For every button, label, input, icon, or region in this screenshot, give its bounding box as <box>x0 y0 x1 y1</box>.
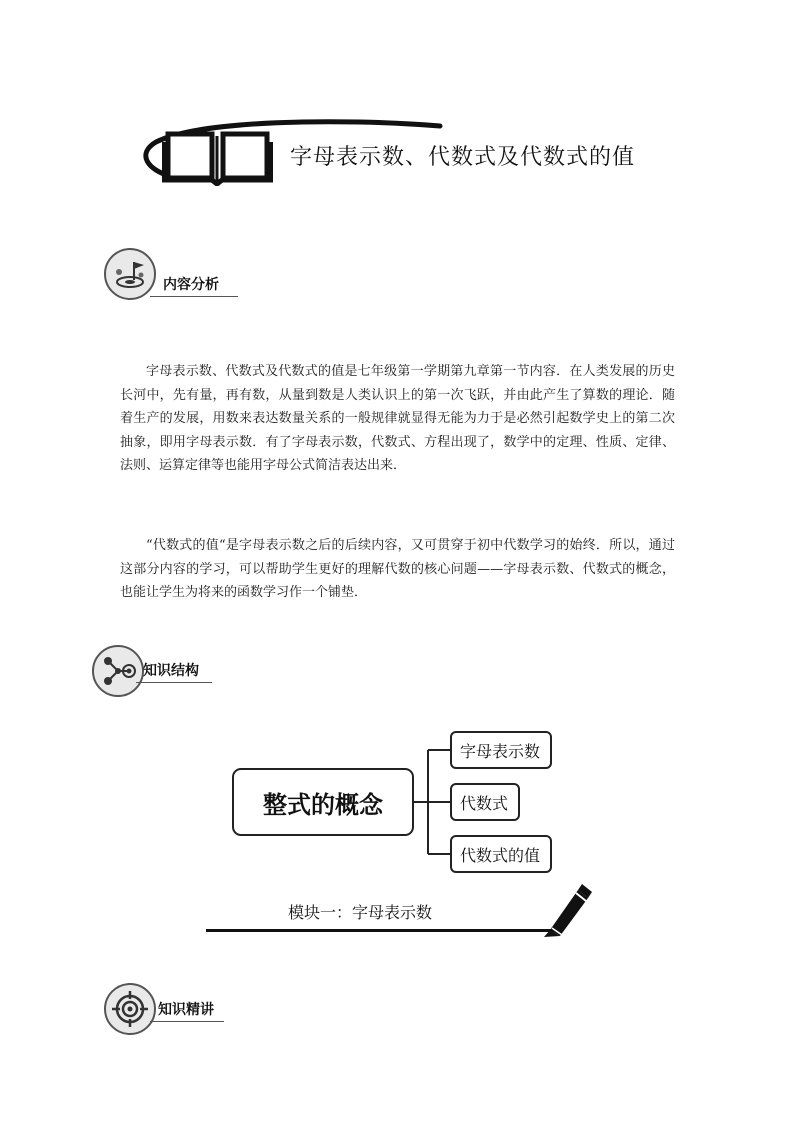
target-crosshair-icon <box>106 985 154 1033</box>
network-nodes-icon <box>94 647 142 695</box>
section-underline <box>136 682 212 683</box>
section-title-knowledge-structure: 知识结构 <box>143 663 199 679</box>
module-underline <box>206 929 556 932</box>
section-icon-knowledge-explain <box>104 983 156 1035</box>
section-title-knowledge-explain: 知识精讲 <box>158 1002 214 1018</box>
flag-target-icon <box>106 250 154 298</box>
mindmap-branch-2: 代数式 <box>450 783 520 821</box>
section-title-content-analysis: 内容分析 <box>163 277 219 293</box>
pencil-icon <box>540 880 592 938</box>
paragraph-2: “代数式的值“是字母表示数之后的后续内容，又可贯穿于初中代数学习的始终．所以，通过这部分内容的学习，可以帮助学生更好的理解代数的核心问题——字母表示数、代数式的概念，也能让学生为将来的函数学习作一个铺垫． <box>120 538 675 600</box>
mindmap-branch-3: 代数式的值 <box>450 835 552 873</box>
mindmap-root: 整式的概念 <box>232 768 414 836</box>
open-book-icon <box>160 128 275 186</box>
section-underline <box>150 296 238 297</box>
section-icon-knowledge-structure <box>92 645 144 697</box>
paragraph-1: 字母表示数、代数式及代数式的值是七年级第一学期第九章第一节内容．在人类发展的历史长河中，先有量，再有数，从量到数是人类认识上的第一次飞跃，并由此产生了算数的理论．随着生产的发展，用数来表达数量关系的一般规律就显得无能为力于是必然引起数学史上的第二次抽象，即用字母表示数．有了字母表示数，代数式、方程出现了，数学中的定理、性质、定律、法则、运算定律等也能用字母公式简洁表达出来． <box>120 364 675 473</box>
mindmap-branch-1: 字母表示数 <box>450 731 552 769</box>
section-underline <box>150 1021 224 1022</box>
page-title: 字母表示数、代数式及代数式的值 <box>290 145 636 170</box>
module-title: 模块一：字母表示数 <box>288 903 433 922</box>
section-icon-content-analysis <box>104 248 156 300</box>
